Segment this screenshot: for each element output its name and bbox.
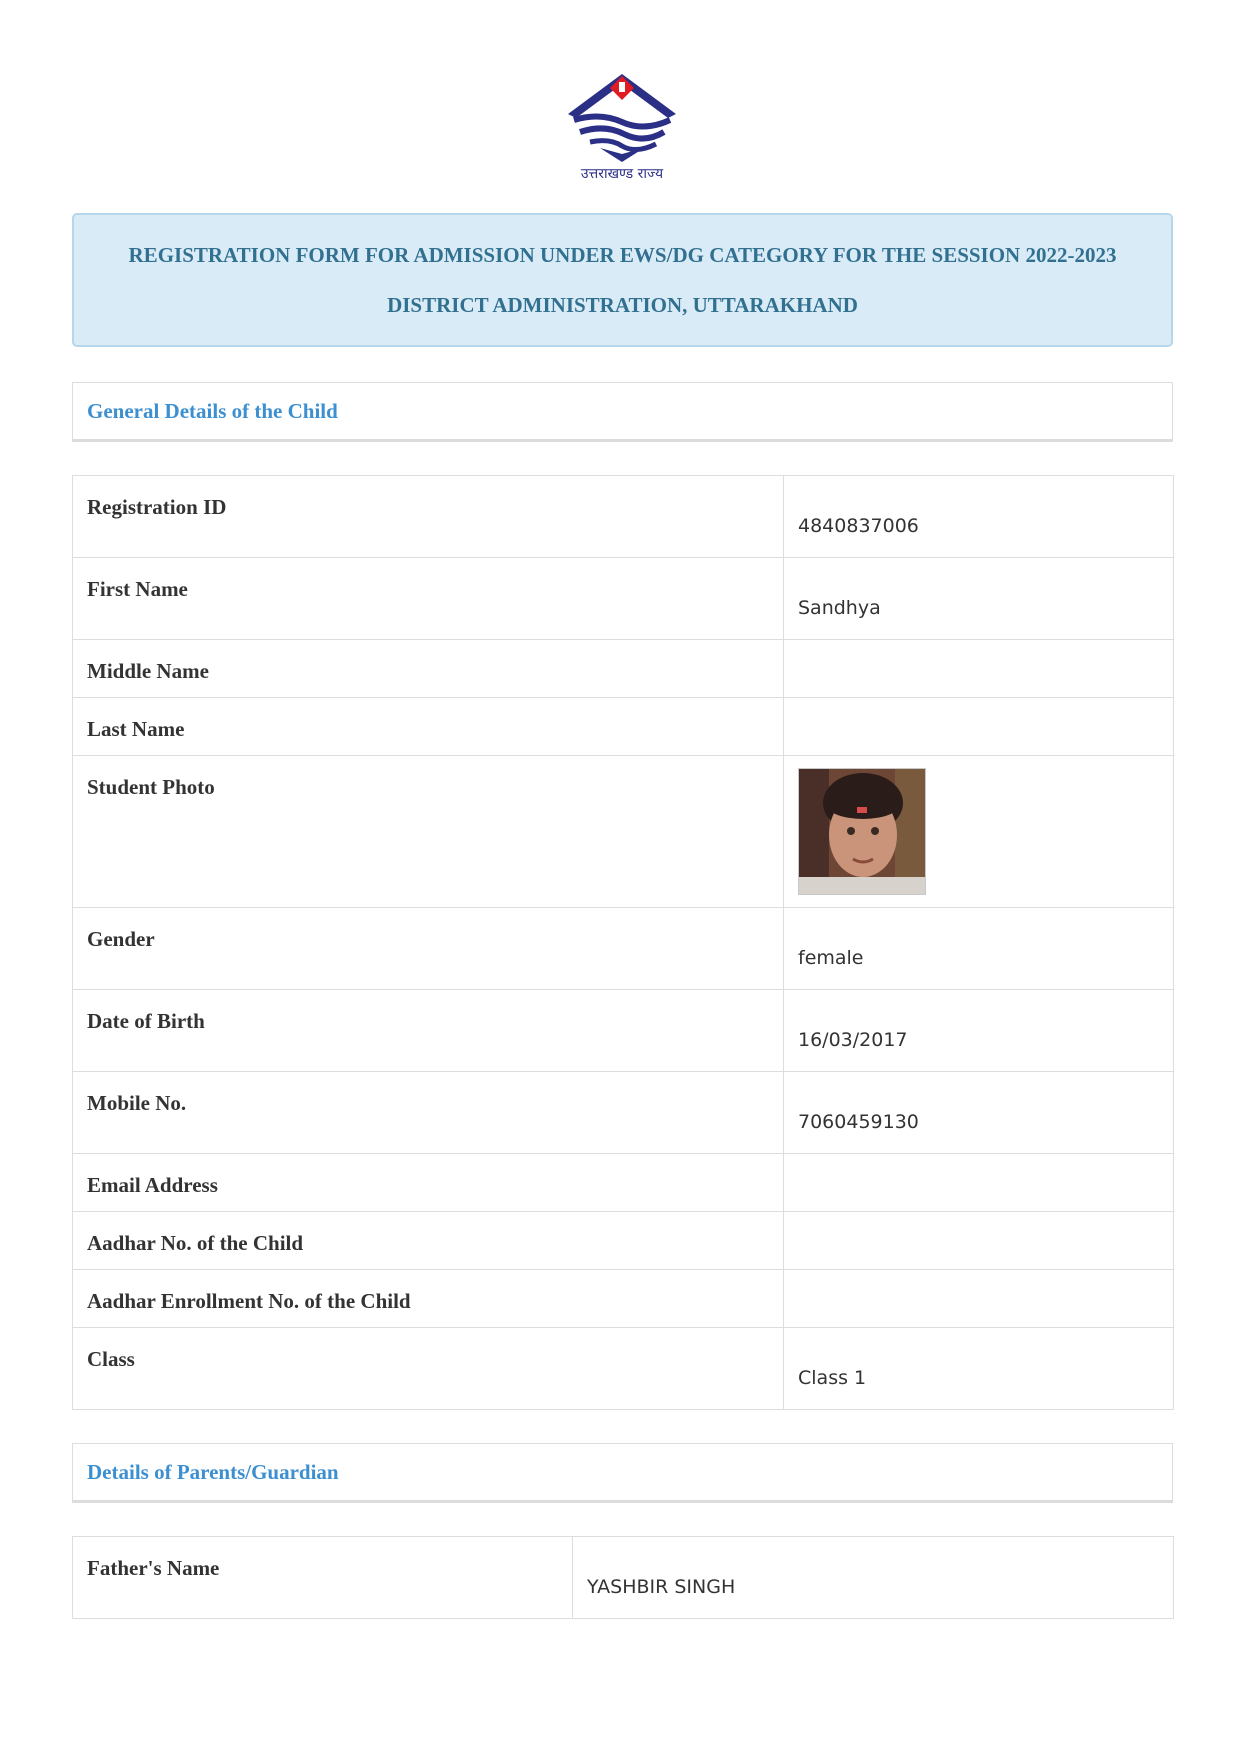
row-label: Aadhar Enrollment No. of the Child	[73, 1270, 784, 1328]
table-row	[73, 698, 1174, 756]
table-row	[73, 1154, 1174, 1212]
gender-value: female	[784, 908, 1174, 990]
section-parents-heading: Details of Parents/Guardian	[87, 1460, 339, 1484]
student-photo-image	[799, 769, 925, 894]
row-label: Middle Name	[73, 640, 784, 698]
registration-id-value: 4840837006	[784, 476, 1174, 558]
section-parents-details	[72, 1443, 1173, 1503]
table-row	[73, 1072, 1174, 1154]
last-name-value	[784, 698, 1174, 756]
table-row	[73, 1270, 1174, 1328]
row-label: Email Address	[73, 1154, 784, 1212]
father-name-value: YASHBIR SINGH	[573, 1537, 1174, 1619]
mobile-number-value: 7060459130	[784, 1072, 1174, 1154]
row-label: Date of Birth	[73, 990, 784, 1072]
table-row	[73, 558, 1174, 640]
class-value: Class 1	[784, 1328, 1174, 1410]
date-of-birth-value: 16/03/2017	[784, 990, 1174, 1072]
middle-name-value	[784, 640, 1174, 698]
student-photo	[798, 768, 926, 895]
row-label: Gender	[73, 908, 784, 990]
row-label: First Name	[73, 558, 784, 640]
row-label: Mobile No.	[73, 1072, 784, 1154]
form-title-banner	[72, 213, 1173, 347]
parents-details-table	[72, 1536, 1174, 1619]
table-row	[73, 990, 1174, 1072]
aadhar-number-value	[784, 1212, 1174, 1270]
aadhar-enrollment-value	[784, 1270, 1174, 1328]
row-label: Father's Name	[73, 1537, 573, 1619]
logo-caption: उत्तराखण्ड राज्य	[580, 166, 664, 182]
table-row	[73, 640, 1174, 698]
uttarakhand-logo	[560, 68, 684, 188]
table-row	[73, 756, 1174, 908]
student-photo-cell	[784, 756, 1174, 908]
table-row	[73, 908, 1174, 990]
form-subtitle: DISTRICT ADMINISTRATION, UTTARAKHAND	[387, 293, 858, 317]
table-row	[73, 1328, 1174, 1410]
first-name-value: Sandhya	[784, 558, 1174, 640]
row-label: Last Name	[73, 698, 784, 756]
email-value	[784, 1154, 1174, 1212]
row-label: Class	[73, 1328, 784, 1410]
table-row	[73, 1212, 1174, 1270]
section-general-heading: General Details of the Child	[87, 399, 338, 423]
section-general-details	[72, 382, 1173, 442]
general-details-table	[72, 475, 1174, 1410]
table-row	[73, 476, 1174, 558]
form-title: REGISTRATION FORM FOR ADMISSION UNDER EWS/DG CATEGORY FOR THE SESSION 2022-2023	[128, 243, 1117, 267]
uttarakhand-emblem-icon	[560, 68, 684, 164]
row-label: Aadhar No. of the Child	[73, 1212, 784, 1270]
table-row	[73, 1537, 1174, 1619]
row-label: Registration ID	[73, 476, 784, 558]
row-label: Student Photo	[73, 756, 784, 908]
